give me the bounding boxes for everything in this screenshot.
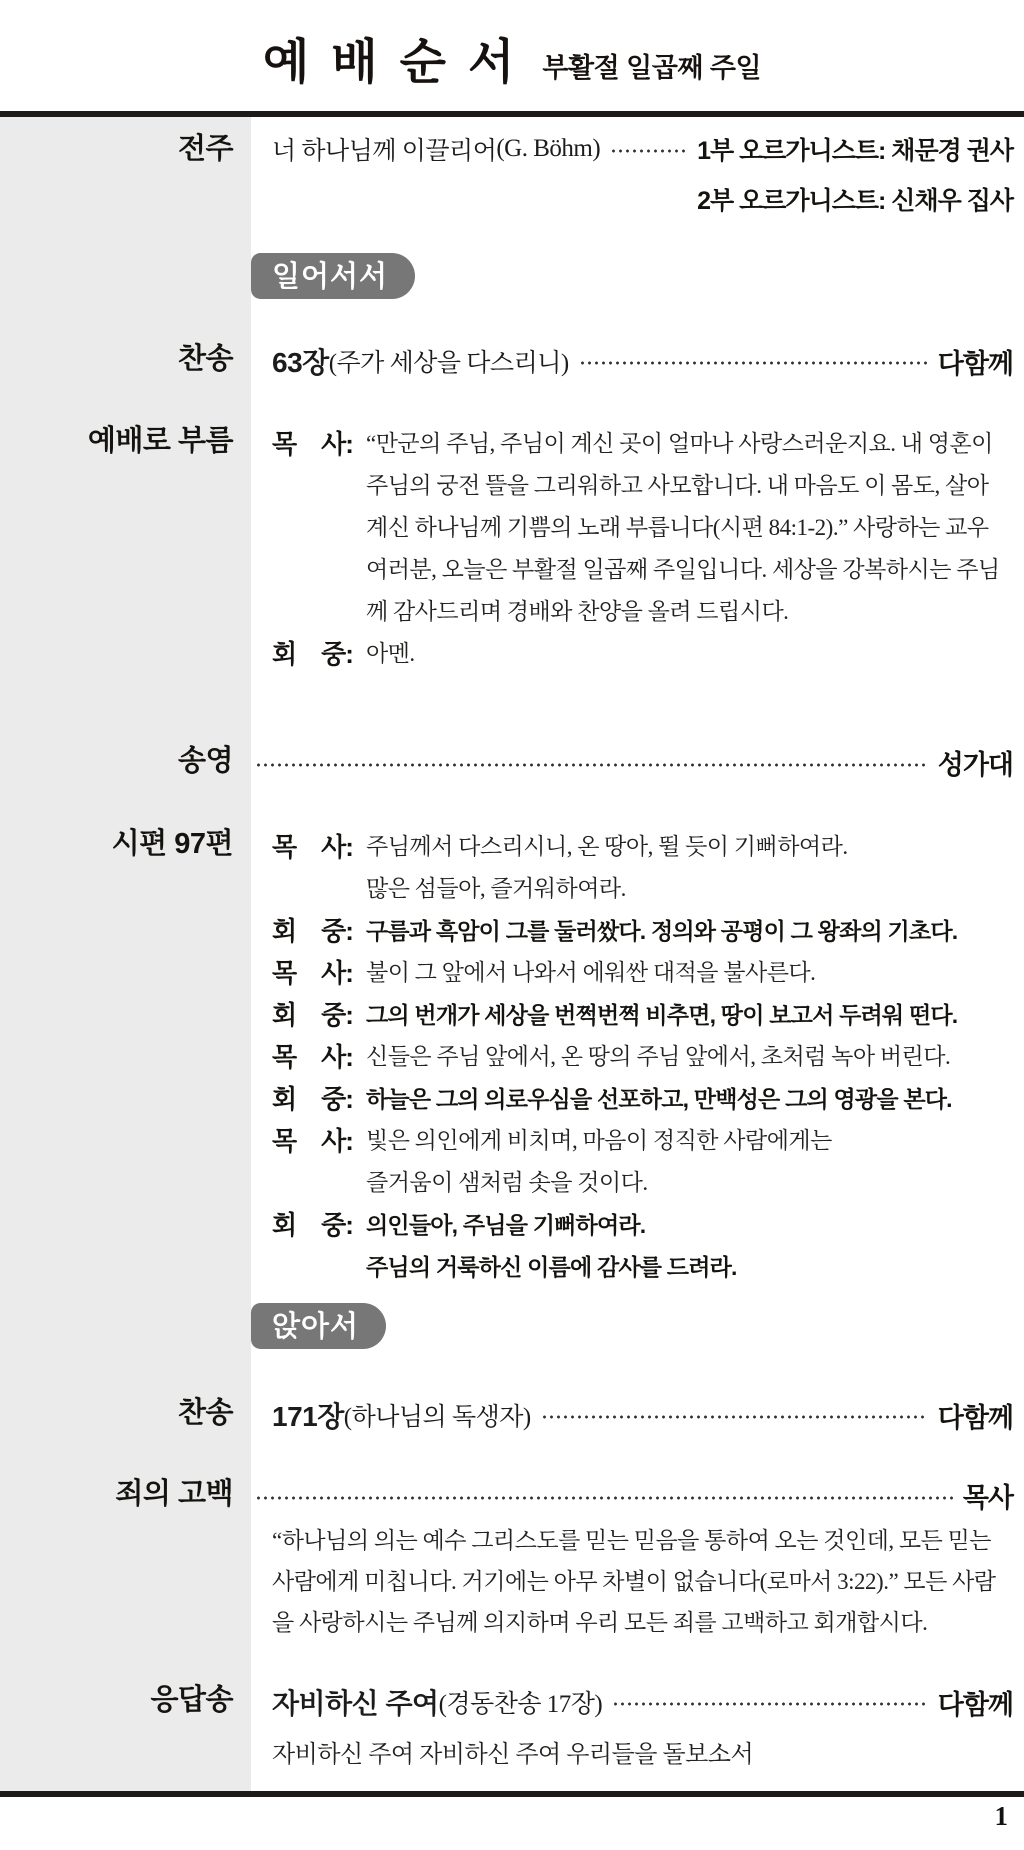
psalm-line [272, 1036, 1013, 1078]
psalm-line [272, 994, 1013, 1036]
psalm-text: 많은 섬들아, 즐거워하여라. [366, 876, 626, 901]
prelude-song-title: 너 하나님께 이끌리어 [272, 138, 497, 165]
dotted-leader [610, 147, 687, 155]
doxology-label: 송영 [177, 745, 233, 777]
prelude-credit-1: 1부 오르가니스트: 채문경 권사 [697, 137, 1013, 165]
psalm-response-text: 의인들아, 주님을 기뻐하여라. [366, 1212, 646, 1238]
psalm-response-text: 하늘은 그의 의로우심을 선포하고, 만백성은 그의 영광을 본다. [366, 1086, 952, 1112]
congregation-text: 아멘. [366, 641, 415, 666]
psalm-text: 빛은 의인에게 비치며, 마음이 정직한 사람에게는 [366, 1128, 832, 1153]
dotted-leader [579, 359, 928, 367]
psalm-line [272, 1120, 1013, 1162]
psalm-line [272, 868, 1013, 910]
psalm-response-text: 주님의 거룩하신 이름에 감사를 드려라. [366, 1254, 737, 1280]
response-content [251, 1682, 1013, 1769]
hymn-2-label: 찬송 [177, 1397, 233, 1429]
section-prelude [0, 131, 1013, 217]
hymn-2-content [251, 1395, 1013, 1435]
hymn-1-number: 63장 [272, 347, 329, 378]
speaker-label-congregation: 회 중: [272, 1210, 353, 1240]
response-label: 응답송 [150, 1684, 233, 1716]
prelude-content [251, 131, 1013, 217]
hymn-2-line [272, 1395, 1013, 1435]
response-performer: 다함께 [937, 1689, 1013, 1720]
confession-line [253, 1476, 1013, 1515]
page-subtitle: 부활절 일곱째 주일 [542, 53, 762, 83]
psalm-content [251, 826, 1013, 1288]
dotted-leader [255, 1494, 953, 1502]
speaker-label-minister: 목 사: [272, 958, 353, 988]
dotted-leader [541, 1413, 928, 1421]
response-song-note: (경동찬송 17장) [438, 1691, 603, 1718]
hymn-1-line [272, 341, 1013, 381]
psalm-line [272, 910, 1013, 952]
psalm-line [272, 826, 1013, 868]
call-label: 예배로 부름 [87, 425, 233, 457]
section-psalm [0, 826, 1013, 1288]
dotted-leader [255, 761, 928, 769]
header [0, 34, 1024, 92]
hymn-1-performer: 다함께 [937, 348, 1013, 379]
dialogue-row [272, 633, 1013, 675]
psalm-line [272, 1204, 1013, 1246]
prelude-song-line [272, 131, 1013, 167]
section-hymn-2 [0, 1395, 1013, 1435]
dialogue-row [272, 423, 1013, 633]
section-call-to-worship [0, 423, 1013, 675]
psalm-label: 시편 97편 [111, 828, 233, 860]
sit-badge-label: 앉아서 [272, 1311, 360, 1343]
speaker-label-minister: 목 사: [272, 429, 353, 459]
response-line [272, 1682, 1013, 1722]
psalm-text: 신들은 주님 앞에서, 온 땅의 주님 앞에서, 초처럼 녹아 버린다. [366, 1044, 951, 1069]
dotted-leader [612, 1700, 928, 1708]
call-content [251, 423, 1013, 675]
confession-performer: 목사 [962, 1483, 1013, 1513]
hymn-1-label: 찬송 [177, 343, 233, 375]
speaker-label-congregation: 회 중: [272, 916, 353, 946]
confession-content [251, 1476, 1013, 1643]
hymn-1-content [251, 341, 1013, 381]
psalm-text: 주님께서 다스리시니, 온 땅아, 뛸 듯이 기뻐하여라. [366, 834, 848, 859]
section-doxology [0, 743, 1013, 782]
hymn-1-title: (주가 세상을 다스리니) [328, 350, 569, 377]
prelude-label: 전주 [177, 133, 233, 165]
psalm-line [272, 1078, 1013, 1120]
speaker-label-minister: 목 사: [272, 1126, 353, 1156]
stand-badge-label: 일어서서 [272, 261, 389, 293]
speaker-label-minister: 목 사: [272, 1042, 353, 1072]
psalm-line [272, 952, 1013, 994]
speaker-label-congregation: 회 중: [272, 1000, 353, 1030]
section-hymn-1 [0, 341, 1013, 381]
psalm-text: 불이 그 앞에서 나와서 에워싼 대적을 불사른다. [366, 960, 816, 985]
psalm-line [272, 1162, 1013, 1204]
psalm-line [272, 1246, 1013, 1288]
hymn-2-number: 171장 [272, 1401, 344, 1432]
doxology-performer: 성가대 [937, 750, 1013, 780]
sit-badge [251, 1303, 386, 1349]
section-confession [0, 1476, 1013, 1643]
bottom-rule [0, 1791, 1024, 1797]
minister-text: “만군의 주님, 주님이 계신 곳이 얼마나 사랑스러운지요. 내 영혼이 주님의 궁전 뜰을 그리워하고 사모합니다. 내 마음도 이 몸도, 살아 계신 하나님께 기쁨의 노래 부릅니다(시편 84:1-2).” 사랑하는 교우 여러분, 오늘은 부활절 일곱째 주일입니다. 세상을 강복하시는 주님께 감사드리며 경배와 찬양을 올려 드립시다. [366, 431, 1000, 624]
doxology-content [251, 743, 1013, 782]
speaker-label-congregation: 회 중: [272, 639, 353, 669]
stand-badge [251, 253, 415, 299]
psalm-response-text: 구름과 흑암이 그를 둘러쌌다. 정의와 공평이 그 왕좌의 기초다. [366, 918, 958, 944]
response-song-title: 자비하신 주여 [272, 1688, 439, 1719]
hymn-2-performer: 다함께 [937, 1402, 1013, 1433]
hymn-2-title: (하나님의 독생자) [343, 1404, 531, 1431]
psalm-text: 즐거움이 샘처럼 솟을 것이다. [366, 1170, 648, 1195]
psalm-response-text: 그의 번개가 세상을 번쩍번쩍 비추면, 땅이 보고서 두려워 떤다. [366, 1002, 958, 1028]
doxology-line [253, 743, 1013, 782]
confession-label: 죄의 고백 [115, 1478, 233, 1510]
confession-text: “하나님의 의는 예수 그리스도를 믿는 믿음을 통하여 오는 것인데, 모든 믿는 사람에게 미칩니다. 거기에는 아무 차별이 없습니다(로마서 3:22).” 모든 사람을 사랑하시는 주님께 의지하며 우리 모든 죄를 고백하고 회개합시다. [272, 1528, 996, 1635]
prelude-song-note: (G. Böhm) [496, 135, 601, 162]
response-lyric: 자비하신 주여 자비하신 주여 우리들을 돌보소서 [272, 1742, 754, 1768]
speaker-label-congregation: 회 중: [272, 1084, 353, 1114]
prelude-credit-2: 2부 오르가니스트: 신채우 집사 [697, 187, 1013, 215]
page-number: 1 [994, 1801, 1008, 1831]
section-response [0, 1682, 1013, 1769]
speaker-label-minister: 목 사: [272, 832, 353, 862]
page-title: 예배순서 [262, 36, 537, 89]
